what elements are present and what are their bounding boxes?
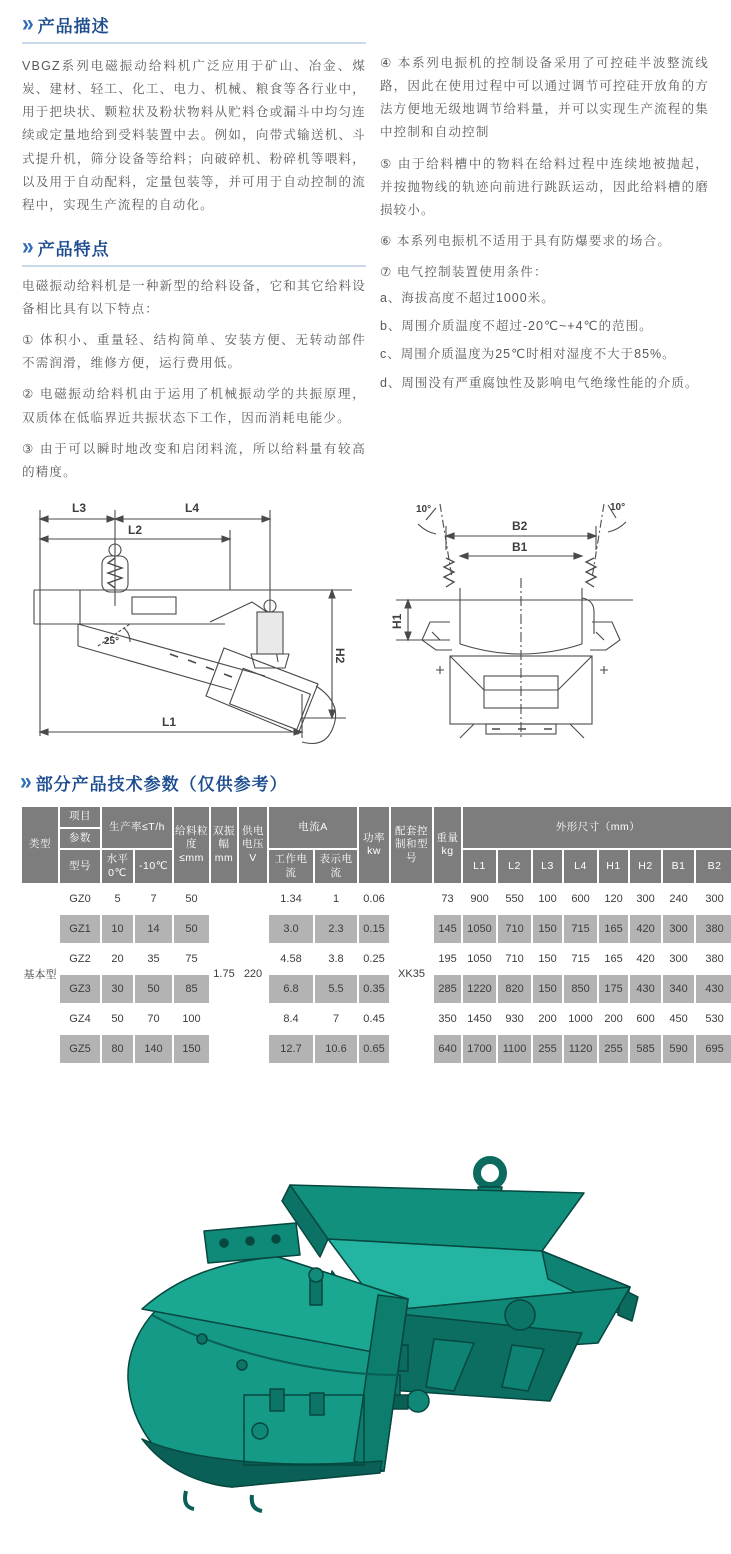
table-cell: 100 bbox=[174, 1005, 209, 1033]
table-cell: 300 bbox=[663, 915, 694, 943]
col-header-power: 功率kw bbox=[359, 807, 389, 884]
table-cell: 4.58 bbox=[269, 945, 313, 973]
table-cell: 715 bbox=[564, 915, 597, 943]
table-cell: 0.15 bbox=[359, 915, 389, 943]
table-cell: 710 bbox=[498, 915, 531, 943]
table-cell: XK35 bbox=[391, 885, 432, 1063]
table-cell: 590 bbox=[663, 1035, 694, 1063]
table-cell: 550 bbox=[498, 885, 531, 913]
table-cell: 430 bbox=[630, 975, 661, 1003]
feature-item-2: ② 电磁振动给料机由于运用了机械振动学的共振原理，双质体在低临界近共振状态下工作，因而消耗电能少。 bbox=[22, 387, 366, 425]
table-cell: 10 bbox=[102, 915, 133, 943]
table-cell: 35 bbox=[135, 945, 172, 973]
col-header-item: 项目 bbox=[60, 807, 100, 827]
section-header-features bbox=[22, 233, 366, 267]
col-header-dimensions: 外形尺寸（mm） bbox=[463, 807, 731, 848]
col-header-param: 参数 bbox=[60, 829, 100, 849]
table-cell: 530 bbox=[696, 1005, 731, 1033]
double-chevron-icon: » bbox=[20, 768, 30, 795]
table-cell: 200 bbox=[533, 1005, 562, 1033]
section-title: 产品描述 bbox=[37, 17, 110, 36]
col-header-indicated-current: 表示电流 bbox=[315, 850, 357, 883]
table-cell: 300 bbox=[696, 885, 731, 913]
table-cell: 80 bbox=[102, 1035, 133, 1063]
table-cell: 50 bbox=[135, 975, 172, 1003]
product-photo bbox=[82, 1139, 642, 1549]
col-header-rate-minus10: -10℃ bbox=[135, 850, 172, 883]
table-cell: 150 bbox=[533, 915, 562, 943]
col-header-current: 电流A bbox=[269, 807, 357, 848]
table-cell: 基本型 bbox=[22, 885, 58, 1063]
dim-label-L2: L2 bbox=[128, 522, 143, 537]
table-cell: 0.35 bbox=[359, 975, 389, 1003]
table-cell: 70 bbox=[135, 1005, 172, 1033]
col-header-voltage: 供电电压V bbox=[239, 807, 267, 884]
table-cell: 140 bbox=[135, 1035, 172, 1063]
col-header-H2: H2 bbox=[630, 850, 661, 883]
features-intro: 电磁振动给料机是一种新型的给料设备，它和其它给料设备相比具有以下特点： bbox=[22, 278, 366, 316]
table-cell: 165 bbox=[599, 915, 628, 943]
product-description-text: VBGZ系列电磁振动给料机广泛应用于矿山、冶金、煤炭、建材、轻工、化工、电力、机械、粮食等各行业中，用于把块状、颗粒状及粉状物料从贮料仓或漏斗中均匀连续或定量地给到受料装置中去。例如，向带式输送机、斗式提升机，筛分设备等给料；向破碎机、粉碎机等喂料，以及用于自动配料，定量包装等，并可用于自动控制的流程中，实现生产流程的自动化。 bbox=[22, 59, 366, 212]
table-cell: 7 bbox=[315, 1005, 357, 1033]
table-cell: 450 bbox=[663, 1005, 694, 1033]
section-header-parameters bbox=[20, 768, 711, 797]
section-title: 部分产品技术参数（仅供参考） bbox=[35, 774, 288, 794]
left-column bbox=[22, 10, 366, 484]
table-cell: 120 bbox=[599, 885, 628, 913]
condition-c: c、周围介质温度为25℃时相对湿度不大于85%。 bbox=[379, 347, 676, 362]
feature-item-1: ① 体积小、重量轻、结构简单、安装方便、无转动部件不需润滑，维修方便，运行费用低。 bbox=[22, 333, 366, 371]
table-cell: 85 bbox=[174, 975, 209, 1003]
col-header-L1: L1 bbox=[463, 850, 496, 883]
dim-label-H1: H1 bbox=[390, 613, 404, 629]
table-cell: 710 bbox=[498, 945, 531, 973]
col-header-rate-horizontal: 水平0℃ bbox=[102, 850, 133, 883]
table-cell: 1220 bbox=[463, 975, 496, 1003]
col-header-type: 类型 bbox=[22, 807, 58, 884]
col-header-H1: H1 bbox=[599, 850, 628, 883]
table-cell: 0.25 bbox=[359, 945, 389, 973]
col-header-rate: 生产率≤T/h bbox=[102, 807, 172, 848]
table-cell: 430 bbox=[696, 975, 731, 1003]
table-row bbox=[22, 1005, 731, 1033]
table-cell: 14 bbox=[135, 915, 172, 943]
right-column bbox=[380, 10, 709, 484]
table-cell: 150 bbox=[533, 945, 562, 973]
col-header-B1: B1 bbox=[663, 850, 694, 883]
dim-label-L4: L4 bbox=[185, 500, 200, 515]
table-cell: 50 bbox=[174, 885, 209, 913]
table-cell: 600 bbox=[630, 1005, 661, 1033]
table-cell: 350 bbox=[434, 1005, 461, 1033]
table-row bbox=[22, 1035, 731, 1063]
table-cell: 0.45 bbox=[359, 1005, 389, 1033]
dim-label-L3: L3 bbox=[72, 500, 87, 515]
table-cell: 30 bbox=[102, 975, 133, 1003]
dim-label-angle25: 25° bbox=[104, 635, 120, 647]
table-cell: GZ3 bbox=[60, 975, 100, 1003]
table-cell: 1700 bbox=[463, 1035, 496, 1063]
dim-label-L1: L1 bbox=[162, 714, 177, 729]
dim-label-B1: B1 bbox=[512, 539, 528, 554]
parameters-table bbox=[20, 805, 731, 1066]
table-cell: 930 bbox=[498, 1005, 531, 1033]
col-header-L3: L3 bbox=[533, 850, 562, 883]
table-cell: GZ4 bbox=[60, 1005, 100, 1033]
table-cell: 1100 bbox=[498, 1035, 531, 1063]
table-cell: 255 bbox=[599, 1035, 628, 1063]
feature-item-5: ⑤ 由于给料槽中的物料在给料过程中连续地被抛起，并按抛物线的轨迹向前进行跳跃运动，因此给料槽的磨损较小。 bbox=[379, 156, 709, 217]
feature-item-3: ③ 由于可以瞬时地改变和启闭料流，所以给料量有较高的精度。 bbox=[22, 441, 366, 479]
table-cell: 420 bbox=[630, 915, 661, 943]
table-cell: 380 bbox=[696, 915, 731, 943]
col-header-weight: 重量kg bbox=[434, 807, 461, 884]
table-cell: 3.8 bbox=[315, 945, 357, 973]
table-cell: 7 bbox=[135, 885, 172, 913]
table-cell: 50 bbox=[102, 1005, 133, 1033]
intro-columns bbox=[12, 6, 719, 484]
double-chevron-icon: » bbox=[22, 233, 32, 260]
table-cell: 150 bbox=[533, 975, 562, 1003]
table-cell: 165 bbox=[599, 945, 628, 973]
table-cell: 8.4 bbox=[269, 1005, 313, 1033]
table-cell: 1050 bbox=[463, 915, 496, 943]
parameters-section bbox=[12, 746, 724, 1066]
table-cell: 3.0 bbox=[269, 915, 313, 943]
table-cell: 300 bbox=[663, 945, 694, 973]
condition-a: a、海拔高度不超过1000米。 bbox=[379, 291, 555, 306]
table-cell: GZ5 bbox=[60, 1035, 100, 1063]
table-cell: 6.8 bbox=[269, 975, 313, 1003]
table-cell: 75 bbox=[174, 945, 209, 973]
table-cell: 600 bbox=[564, 885, 597, 913]
table-cell: 1.34 bbox=[269, 885, 313, 913]
table-cell: 820 bbox=[498, 975, 531, 1003]
table-row bbox=[22, 915, 731, 943]
dimension-drawings bbox=[12, 484, 719, 746]
table-cell: 285 bbox=[434, 975, 461, 1003]
table-row bbox=[22, 885, 731, 913]
table-cell: GZ0 bbox=[60, 885, 100, 913]
feature-item-4: ④ 本系列电振机的控制设备采用了可控硅半波整流线路，因此在使用过程中可以通过调节可控硅开放角的方法方便地无级地调节给料量，并可以实现生产流程的集中控制和自动控制 bbox=[379, 56, 709, 140]
table-cell: 50 bbox=[174, 915, 209, 943]
table-cell: 175 bbox=[599, 975, 628, 1003]
dim-label-angle10-right: 10° bbox=[610, 501, 626, 513]
table-cell: 1 bbox=[315, 885, 357, 913]
dim-label-H2: H2 bbox=[333, 647, 347, 664]
table-cell: 640 bbox=[434, 1035, 461, 1063]
table-cell: 73 bbox=[434, 885, 461, 913]
condition-b: b、周围介质温度不超过-20℃~+4℃的范围。 bbox=[379, 319, 653, 334]
table-cell: 240 bbox=[663, 885, 694, 913]
table-cell: 380 bbox=[696, 945, 731, 973]
table-cell: 5 bbox=[102, 885, 133, 913]
table-cell: 200 bbox=[599, 1005, 628, 1033]
table-row bbox=[22, 945, 731, 973]
col-header-model: 型号 bbox=[60, 850, 100, 883]
table-cell: 255 bbox=[533, 1035, 562, 1063]
table-cell: 220 bbox=[239, 885, 267, 1063]
col-header-working-current: 工作电流 bbox=[269, 850, 313, 883]
table-cell: 850 bbox=[564, 975, 597, 1003]
table-cell: 10.6 bbox=[315, 1035, 357, 1063]
table-cell: 585 bbox=[630, 1035, 661, 1063]
col-header-B2: B2 bbox=[696, 850, 731, 883]
table-cell: 100 bbox=[533, 885, 562, 913]
table-cell: 715 bbox=[564, 945, 597, 973]
table-cell: 195 bbox=[434, 945, 461, 973]
col-header-amplitude: 双振幅mm bbox=[211, 807, 237, 884]
table-cell: GZ1 bbox=[60, 915, 100, 943]
double-chevron-icon: » bbox=[22, 10, 32, 37]
table-cell: 300 bbox=[630, 885, 661, 913]
col-header-grain-size: 给料粒度≤mm bbox=[174, 807, 209, 884]
table-cell: 1050 bbox=[463, 945, 496, 973]
table-cell: GZ2 bbox=[60, 945, 100, 973]
table-cell: 2.3 bbox=[315, 915, 357, 943]
table-cell: 150 bbox=[174, 1035, 209, 1063]
features-list bbox=[22, 275, 366, 484]
dim-label-B2: B2 bbox=[512, 518, 528, 533]
table-row bbox=[22, 975, 731, 1003]
table-cell: 340 bbox=[663, 975, 694, 1003]
dim-label-angle10-left: 10° bbox=[416, 503, 432, 515]
col-header-L2: L2 bbox=[498, 850, 531, 883]
col-header-control-cabinet: 配套控制和型号 bbox=[391, 807, 432, 884]
params-table-body bbox=[22, 885, 731, 1063]
front-view-drawing bbox=[388, 494, 688, 746]
col-header-L4: L4 bbox=[564, 850, 597, 883]
feature-item-7: ⑦ 电气控制装置使用条件： bbox=[379, 265, 548, 279]
feature-item-6: ⑥ 本系列电振机不适用于具有防爆要求的场合。 bbox=[379, 233, 672, 248]
table-cell: 0.06 bbox=[359, 885, 389, 913]
table-cell: 900 bbox=[463, 885, 496, 913]
table-cell: 12.7 bbox=[269, 1035, 313, 1063]
table-cell: 1.75 bbox=[211, 885, 237, 1063]
table-cell: 145 bbox=[434, 915, 461, 943]
section-title: 产品特点 bbox=[37, 239, 110, 259]
side-view-drawing bbox=[20, 494, 362, 746]
table-cell: 0.65 bbox=[359, 1035, 389, 1063]
table-cell: 1000 bbox=[564, 1005, 597, 1033]
table-cell: 695 bbox=[696, 1035, 731, 1063]
product-photo-section bbox=[12, 1139, 719, 1554]
table-cell: 420 bbox=[630, 945, 661, 973]
table-cell: 1120 bbox=[564, 1035, 597, 1063]
product-page bbox=[12, 0, 724, 1554]
table-cell: 20 bbox=[102, 945, 133, 973]
section-header-description bbox=[22, 10, 366, 44]
table-cell: 5.5 bbox=[315, 975, 357, 1003]
condition-d: d、周围没有严重腐蚀性及影响电气绝缘性能的介质。 bbox=[379, 375, 699, 390]
table-cell: 1450 bbox=[463, 1005, 496, 1033]
